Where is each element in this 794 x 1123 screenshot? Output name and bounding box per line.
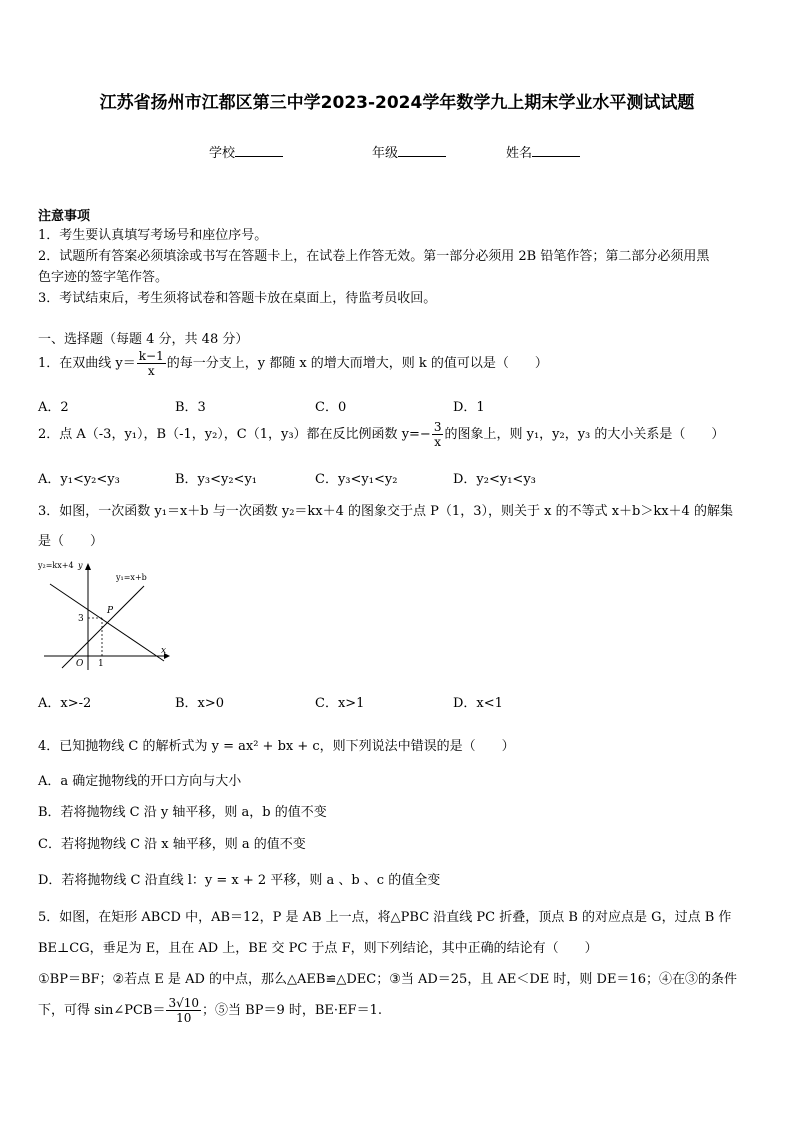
q2-denominator: x <box>434 435 442 449</box>
name-label: 姓名 <box>506 146 533 161</box>
question-1 <box>38 349 548 378</box>
page-title: 江苏省扬州市江都区第三中学2023-2024学年数学九上期末学业水平测试试题 <box>99 93 695 113</box>
q5-line-2: BE⊥CG，垂足为 E，且在 AD 上，BE 交 PC 于点 F，则下列结论，其中正确的结论有（ ） <box>38 941 598 956</box>
label-y1: y₁=x+b <box>116 573 147 582</box>
label-3: 3 <box>78 614 84 624</box>
q5-line-3: ①BP＝BF；②若点 E 是 AD 的中点，那么△AEB≌△DEC；③当 AD＝25，且 AE＜DE 时，则 DE＝16；④在③的条件 <box>38 972 737 987</box>
label-y2: y₂=kx+4 <box>38 561 74 570</box>
q5-denominator: 10 <box>176 1011 192 1025</box>
q3-line-1: 3．如图，一次函数 y₁＝x＋b 与一次函数 y₂＝kx＋4 的图象交于点 P（1，3），则关于 x 的不等式 x＋b＞kx＋4 的解集 <box>38 504 733 519</box>
label-o: O <box>76 659 84 669</box>
school-field[interactable] <box>209 142 283 161</box>
question-2 <box>38 420 724 449</box>
q3-option-d[interactable]: D．x<1 <box>453 696 503 711</box>
label-p: P <box>107 606 114 616</box>
grade-label: 年级 <box>372 146 399 161</box>
q4-stem: 4．已知抛物线 C 的解析式为 y = ax² + bx + c，则下列说法中错误的是（ ） <box>38 739 515 754</box>
notice-item-2b: 色字迹的签字笔作答。 <box>38 270 169 285</box>
q2-fraction <box>432 420 444 449</box>
q1-option-d[interactable]: D．1 <box>453 400 485 415</box>
q2-option-d[interactable]: D．y₂<y₁<y₃ <box>453 472 536 487</box>
q2-suffix: 的图象上，则 y₁，y₂，y₃ 的大小关系是（ ） <box>444 427 725 442</box>
q5-fraction <box>166 996 201 1025</box>
q4-option-b[interactable]: B．若将抛物线 C 沿 y 轴平移，则 a，b 的值不变 <box>38 805 327 820</box>
q1-denominator: x <box>147 364 155 378</box>
q5-line-4-suffix: ；⑤当 BP＝9 时，BE·EF＝1. <box>202 1003 382 1018</box>
name-blank[interactable] <box>532 144 580 157</box>
notice-item-2a: 2．试题所有答案必须填涂或书写在答题卡上，在试卷上作答无效。第一部分必须用 2B 铅笔作答；第二部分必须用黑 <box>38 249 710 264</box>
y-axis-arrow <box>85 563 91 570</box>
q3-option-a[interactable]: A．x>-2 <box>38 696 92 711</box>
q3-option-b[interactable]: B．x>0 <box>175 696 225 711</box>
school-blank[interactable] <box>235 144 283 157</box>
q2-option-b[interactable]: B．y₃<y₂<y₁ <box>175 472 258 487</box>
q4-option-a[interactable]: A．a 确定抛物线的开口方向与大小 <box>38 774 242 789</box>
q3-line-2: 是（ ） <box>38 534 104 549</box>
q3-figure <box>36 560 172 675</box>
q5-line-4 <box>38 996 382 1025</box>
section-heading: 一、选择题（每题 4 分，共 48 分） <box>38 332 249 347</box>
name-field[interactable] <box>506 142 580 161</box>
q1-suffix: 的每一分支上，y 都随 x 的增大而增大，则 k 的值可以是（ ） <box>166 356 548 371</box>
notice-heading: 注意事项 <box>38 209 91 224</box>
q2-option-a[interactable]: A．y₁<y₂<y₃ <box>38 472 120 487</box>
notice-item-3: 3．考试结束后，考生须将试卷和答题卡放在桌面上，待监考员收回。 <box>38 291 437 306</box>
q2-numerator: 3 <box>433 420 442 434</box>
label-y: y <box>78 561 83 570</box>
grade-blank[interactable] <box>398 144 446 157</box>
q3-option-c[interactable]: C．x>1 <box>315 696 365 711</box>
label-x: x <box>161 646 167 656</box>
q1-option-a[interactable]: A．2 <box>38 400 69 415</box>
label-1: 1 <box>98 659 104 669</box>
school-label: 学校 <box>209 146 236 161</box>
q1-option-c[interactable]: C．0 <box>315 400 347 415</box>
q2-option-c[interactable]: C．y₃<y₁<y₂ <box>315 472 398 487</box>
q4-option-c[interactable]: C．若将抛物线 C 沿 x 轴平移，则 a 的值不变 <box>38 837 306 852</box>
q4-option-d[interactable]: D．若将抛物线 C 沿直线 l：y = x + 2 平移，则 a 、b 、c 的值全变 <box>38 873 441 888</box>
grade-field[interactable] <box>372 142 446 161</box>
q1-prefix: 1．在双曲线 y＝ <box>38 356 136 371</box>
q1-fraction <box>137 349 166 378</box>
q2-prefix: 2．点 A（-3，y₁），B（-1，y₂），C（1，y₃）都在反比例函数 y=− <box>38 427 431 442</box>
q1-numerator: k−1 <box>138 349 164 363</box>
q5-numerator: 3√10 <box>168 996 200 1010</box>
q5-line-1: 5．如图，在矩形 ABCD 中，AB＝12，P 是 AB 上一点，将△PBC 沿直线 PC 折叠，顶点 B 的对应点是 G，过点 B 作 <box>38 910 732 925</box>
notice-item-1: 1．考生要认真填写考场号和座位序号。 <box>38 228 268 243</box>
q1-option-b[interactable]: B．3 <box>175 400 206 415</box>
q5-line-4-prefix: 下，可得 sin∠PCB＝ <box>38 1003 166 1018</box>
